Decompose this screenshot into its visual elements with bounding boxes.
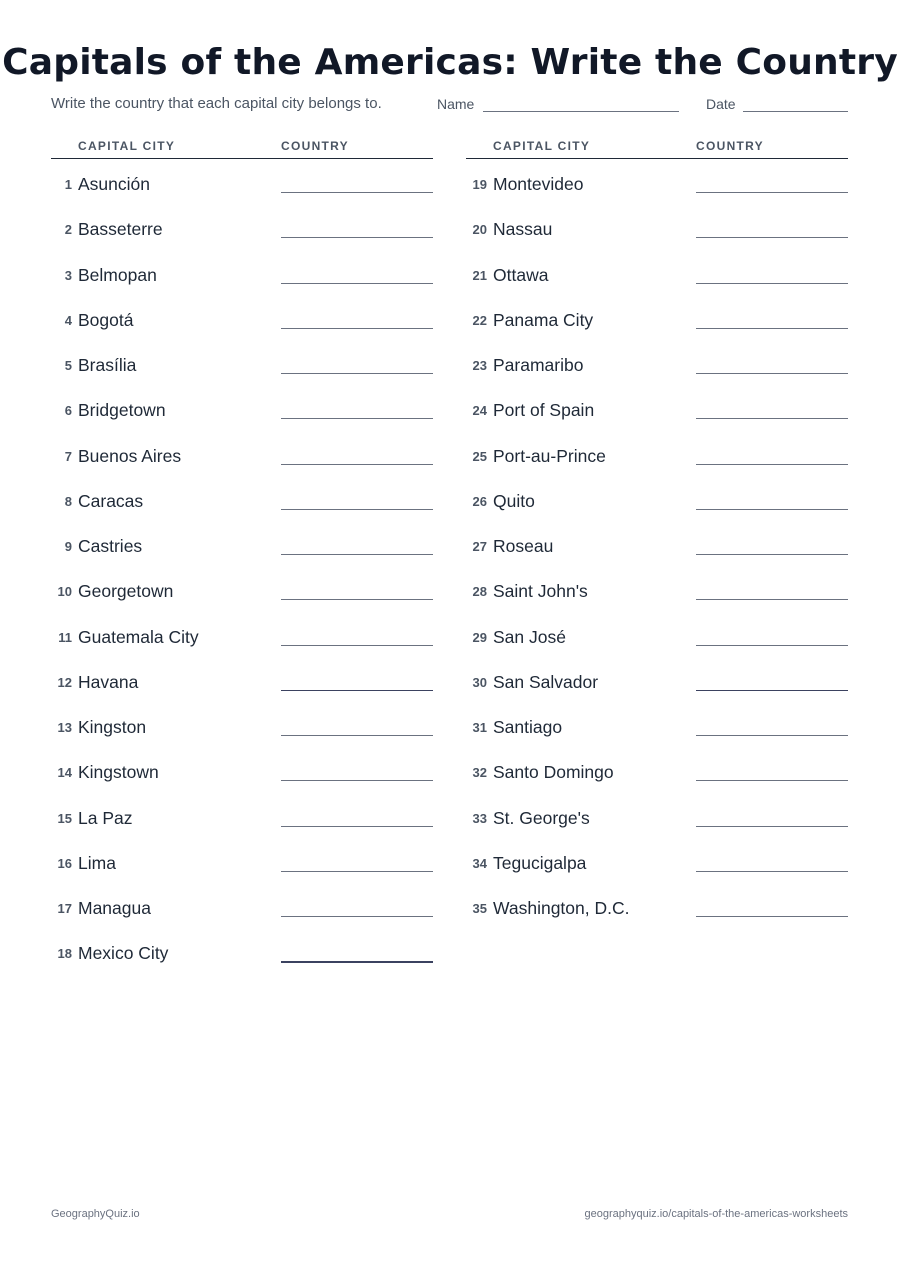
question-row [51, 385, 433, 430]
country-answer-line[interactable] [696, 780, 848, 781]
capital-city-name: Quito [493, 490, 535, 511]
country-answer-line[interactable] [696, 192, 848, 193]
left-question-list [51, 159, 433, 974]
question-number: 32 [472, 765, 487, 781]
question-row [466, 295, 848, 340]
capital-city-name: Bridgetown [78, 400, 166, 421]
name-label: Name [437, 96, 475, 112]
country-answer-line[interactable] [281, 373, 433, 374]
question-row [51, 204, 433, 249]
question-number: 31 [472, 720, 487, 735]
question-number: 12 [57, 674, 72, 690]
country-answer-line[interactable] [696, 283, 848, 284]
capital-city-name: Roseau [493, 536, 554, 556]
question-row [51, 476, 433, 521]
country-answer-line[interactable] [696, 418, 848, 419]
question-row [466, 657, 848, 702]
capital-city-name: Bogotá [78, 309, 134, 330]
worksheet-title: Capitals of the Americas: Write the Country [2, 42, 898, 83]
question-number: 4 [64, 312, 72, 328]
capital-city-name: Kingston [78, 717, 147, 737]
question-number: 7 [64, 448, 72, 464]
question-number: 23 [472, 358, 487, 373]
question-row [466, 883, 848, 928]
country-answer-line[interactable] [281, 283, 433, 284]
question-row [466, 431, 848, 476]
question-row [466, 793, 848, 838]
country-answer-line[interactable] [281, 554, 433, 555]
question-number: 1 [64, 177, 72, 192]
question-row [51, 793, 433, 838]
country-answer-line[interactable] [281, 645, 433, 646]
question-row [466, 340, 848, 385]
capital-city-name: Port of Spain [493, 400, 595, 421]
question-number: 3 [64, 267, 72, 283]
question-row [51, 431, 433, 476]
country-answer-line[interactable] [696, 871, 848, 872]
capital-city-name: Lima [78, 852, 116, 873]
capital-city-name: Managua [78, 898, 151, 918]
question-number: 16 [57, 855, 72, 871]
capital-city-name: Guatemala City [78, 626, 199, 647]
question-row [51, 838, 433, 883]
column-header [51, 138, 433, 159]
capital-city-name: Nassau [493, 219, 553, 240]
capital-city-header: CAPITAL CITY [493, 139, 591, 153]
question-number: 19 [472, 177, 487, 192]
instructions-text: Write the country that each capital city belongs to. [51, 95, 382, 112]
country-answer-line[interactable] [281, 599, 433, 600]
question-number: 35 [472, 901, 487, 916]
footer-brand: GeographyQuiz.io [51, 1208, 140, 1220]
question-row [466, 747, 848, 792]
country-answer-line[interactable] [696, 690, 848, 692]
right-column [466, 138, 848, 928]
capital-city-name: Paramaribo [493, 355, 584, 375]
capital-city-name: Georgetown [78, 581, 174, 602]
question-number: 33 [472, 810, 487, 826]
question-row [51, 702, 433, 747]
country-answer-line[interactable] [281, 690, 433, 692]
capital-city-name: Tegucigalpa [493, 852, 587, 873]
question-number: 18 [57, 946, 72, 962]
question-number: 25 [472, 448, 487, 464]
country-answer-line[interactable] [281, 916, 433, 917]
capital-city-name: Havana [78, 671, 139, 692]
country-answer-line[interactable] [281, 237, 433, 238]
country-answer-line[interactable] [281, 735, 433, 736]
question-number: 9 [64, 539, 72, 554]
question-number: 15 [57, 810, 72, 826]
name-field-line[interactable] [483, 111, 679, 112]
date-label: Date [706, 96, 736, 112]
question-number: 27 [472, 539, 487, 554]
question-number: 8 [64, 493, 72, 509]
question-number: 5 [64, 358, 72, 373]
country-answer-line[interactable] [696, 916, 848, 917]
country-answer-line[interactable] [696, 373, 848, 374]
capital-city-name: Asunción [78, 174, 150, 194]
question-row [51, 747, 433, 792]
question-number: 20 [472, 222, 487, 238]
question-row [51, 566, 433, 611]
capital-city-name: Montevideo [493, 174, 584, 194]
question-row [466, 566, 848, 611]
country-answer-line[interactable] [281, 871, 433, 872]
question-number: 2 [64, 222, 72, 238]
question-row [51, 250, 433, 295]
question-number: 13 [57, 720, 72, 735]
country-header: COUNTRY [281, 139, 349, 153]
country-answer-line[interactable] [281, 464, 433, 465]
country-answer-line[interactable] [281, 418, 433, 419]
country-answer-line[interactable] [696, 237, 848, 238]
left-column [51, 138, 433, 974]
capital-city-name: La Paz [78, 807, 133, 828]
question-number: 26 [472, 493, 487, 509]
question-number: 28 [472, 584, 487, 600]
capital-city-name: San Salvador [493, 671, 599, 692]
country-answer-line[interactable] [696, 645, 848, 646]
question-row [51, 883, 433, 928]
question-number: 6 [64, 403, 72, 419]
capital-city-name: Mexico City [78, 943, 169, 964]
capital-city-name: San José [493, 626, 566, 647]
country-answer-line[interactable] [281, 509, 433, 510]
country-answer-line[interactable] [281, 961, 433, 963]
question-row [51, 295, 433, 340]
capital-city-name: Santiago [493, 717, 563, 737]
question-row [51, 521, 433, 566]
question-row [466, 385, 848, 430]
capital-city-name: Washington, D.C. [493, 898, 630, 918]
capital-city-name: Ottawa [493, 264, 549, 285]
country-answer-line[interactable] [281, 328, 433, 329]
capital-city-name: St. George's [493, 807, 590, 828]
capital-city-name: Brasília [78, 355, 137, 375]
country-header: COUNTRY [696, 139, 764, 153]
question-number: 22 [472, 312, 487, 328]
question-row [51, 657, 433, 702]
country-answer-line[interactable] [696, 599, 848, 600]
capital-city-name: Buenos Aires [78, 445, 182, 466]
date-field-line[interactable] [743, 111, 848, 112]
country-answer-line[interactable] [696, 328, 848, 329]
question-row [466, 250, 848, 295]
capital-city-name: Basseterre [78, 219, 163, 240]
country-answer-line[interactable] [281, 826, 433, 827]
capital-city-name: Caracas [78, 490, 144, 511]
question-number: 14 [57, 765, 72, 781]
question-row [466, 702, 848, 747]
country-answer-line[interactable] [696, 464, 848, 465]
question-row [466, 612, 848, 657]
question-row [51, 159, 433, 204]
footer-url[interactable]: geographyquiz.io/capitals-of-the-americas-worksheets [584, 1208, 848, 1220]
question-row [466, 521, 848, 566]
country-answer-line[interactable] [696, 509, 848, 510]
question-number: 17 [57, 901, 72, 916]
capital-city-name: Port-au-Prince [493, 445, 606, 466]
question-row [51, 928, 433, 973]
question-number: 24 [472, 403, 487, 419]
question-number: 29 [472, 629, 487, 645]
question-number: 10 [57, 584, 72, 600]
country-answer-line[interactable] [281, 780, 433, 781]
country-answer-line[interactable] [696, 554, 848, 555]
capital-city-name: Panama City [493, 309, 594, 330]
country-answer-line[interactable] [696, 735, 848, 736]
question-row [466, 476, 848, 521]
capital-city-name: Castries [78, 536, 143, 556]
question-row [466, 838, 848, 883]
country-answer-line[interactable] [281, 192, 433, 193]
question-row [51, 340, 433, 385]
question-row [466, 159, 848, 204]
question-number: 30 [472, 674, 487, 690]
question-row [466, 204, 848, 249]
question-row [51, 612, 433, 657]
question-number: 21 [472, 267, 487, 283]
right-question-list [466, 159, 848, 928]
country-answer-line[interactable] [696, 826, 848, 827]
column-header [466, 138, 848, 159]
question-number: 11 [58, 629, 72, 645]
capital-city-name: Belmopan [78, 264, 157, 285]
capital-city-name: Kingstown [78, 762, 159, 783]
capital-city-header: CAPITAL CITY [78, 139, 176, 153]
question-number: 34 [472, 855, 487, 871]
capital-city-name: Saint John's [493, 581, 588, 602]
capital-city-name: Santo Domingo [493, 762, 614, 783]
